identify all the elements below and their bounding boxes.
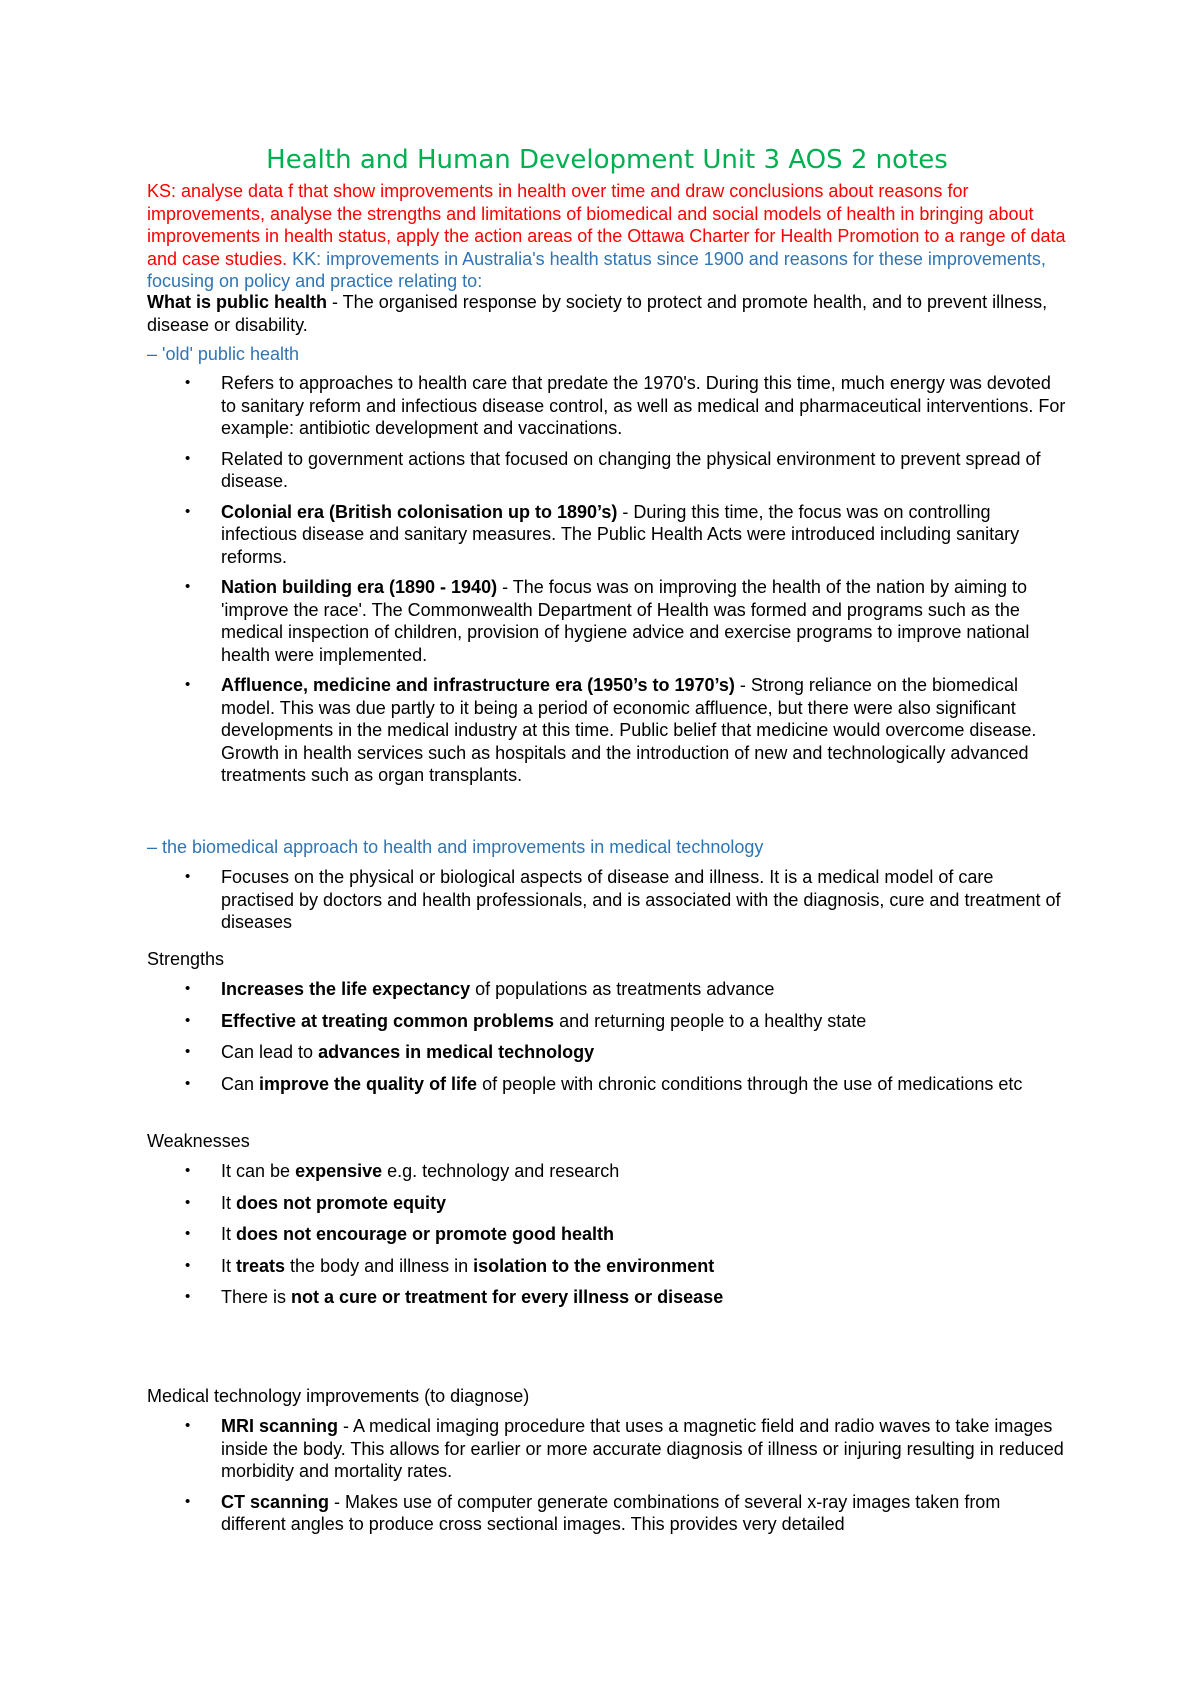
- item-text: Can: [221, 1073, 260, 1094]
- item-bold: expensive: [295, 1161, 383, 1181]
- item-bold: Increases the life expectancy: [221, 979, 471, 999]
- list-item: [147, 978, 1067, 1001]
- list-item: [147, 866, 1067, 934]
- weaknesses-list: [147, 1160, 1067, 1309]
- list-item: [147, 576, 1067, 666]
- strengths-list: [147, 978, 1067, 1095]
- old-public-health-list: [147, 372, 1067, 787]
- item-text: Refers to approaches to health care that predate the 1970's. During this time, much energy was devoted to sanitary reform and infectious disease control, as well as medical and pharmaceutical interventions. For example: antibiotic development and vaccinations.: [221, 373, 1066, 438]
- medical-technology-list: [147, 1415, 1067, 1536]
- bullet-icon: •: [185, 1417, 191, 1434]
- bullet-icon: •: [185, 980, 191, 997]
- list-item: [147, 448, 1067, 493]
- bullet-icon: •: [185, 1288, 191, 1305]
- medical-technology-heading: Medical technology improvements (to diagnose): [147, 1386, 530, 1406]
- bullet-icon: •: [185, 1492, 191, 1510]
- item-text: It: [221, 1192, 237, 1213]
- bullet-icon: •: [185, 676, 191, 693]
- list-item: [147, 1415, 1067, 1483]
- page-title: Health and Human Development Unit 3 AOS 2 notes: [266, 145, 948, 175]
- item-text: - The focus was on improving the health of the nation by aiming to 'improve the race'. The Commonwealth Department of Health was formed and programs such as the medical inspection of children, provision of hygiene advice and exercise programs to improve national health were implemented.: [221, 577, 1030, 665]
- list-item: [147, 372, 1067, 440]
- bullet-icon: •: [185, 1225, 191, 1242]
- item-text: - Makes use of computer generate combinations of several x-ray images taken from different angles to produce cross sectional images. This provides very detailed: [221, 1491, 1001, 1534]
- public-health-term: What is public health: [147, 292, 328, 312]
- item-text: - During this time, the focus was on controlling infectious disease and sanitary measures. The Public Health Acts were introduced including sanitary reforms.: [221, 501, 1020, 567]
- item-bold: CT scanning: [221, 1491, 330, 1512]
- list-item: [147, 1192, 1067, 1215]
- item-bold: does not encourage or promote good health: [236, 1224, 615, 1244]
- key-knowledge-text: KK: improvements in Australia's health status since 1900 and reasons for these improvements, focusing on policy and practice relating to:: [147, 248, 1046, 291]
- list-item: [147, 501, 1067, 569]
- list-item: [147, 1160, 1067, 1183]
- list-item: [147, 1010, 1067, 1033]
- item-bold: MRI scanning: [221, 1416, 339, 1436]
- list-item: [147, 1491, 1067, 1536]
- weaknesses-heading: Weaknesses: [147, 1131, 250, 1151]
- bullet-icon: •: [185, 868, 191, 885]
- bullet-icon: •: [185, 374, 191, 391]
- biomedical-heading: – the biomedical approach to health and improvements in medical technology: [147, 837, 764, 857]
- item-text: It can be: [221, 1161, 296, 1181]
- bullet-icon: •: [185, 449, 191, 467]
- list-item: [147, 674, 1067, 787]
- item-text: Focuses on the physical or biological aspects of disease and illness. It is a medical model of care practised by doctors and health professionals, and is associated with the diagnosis, cure and treatment of diseases: [221, 867, 1061, 932]
- item-text: of people with chronic conditions through the use of medications etc: [477, 1073, 1023, 1094]
- item-text: of populations as treatments advance: [470, 979, 775, 999]
- key-skills-text: KS: analyse data f that show improvements in health over time and draw conclusions about reasons for improvements, analyse the strengths and limitations of biomedical and social models of health in bringing about improvements in health status, apply the action areas of the Ottawa Charter for Health Promotion to a range of data and case studies.: [147, 181, 1066, 269]
- item-bold: Effective at treating common problems: [221, 1010, 555, 1031]
- bullet-icon: •: [185, 1011, 191, 1029]
- item-text: - Strong reliance on the biomedical model. This was due partly to it being a period of economic affluence, but there were also significant developments in the medical industry at this time. Public belief that medicine would overcome disease. Growth in health services such as hospitals and the introduction of new and technologically advanced treatments such as organ transplants.: [221, 675, 1037, 785]
- item-bold: does not promote equity: [236, 1192, 447, 1213]
- bullet-icon: •: [185, 1193, 191, 1211]
- item-text: - A medical imaging procedure that uses a magnetic field and radio waves to take images inside the body. This allows for earlier or more accurate diagnosis of illness or injuring resulting in reduced morbidity and mortality rates.: [221, 1416, 1064, 1481]
- item-bold: Nation building era (1890 - 1940): [221, 577, 498, 597]
- bullet-icon: •: [185, 1074, 191, 1092]
- item-bold: Affluence, medicine and infrastructure era (1950’s to 1970’s): [221, 675, 735, 695]
- list-item: [147, 1255, 1067, 1278]
- intro-paragraph: [147, 180, 1067, 293]
- item-text: Can lead to: [221, 1042, 319, 1062]
- biomedical-list: [147, 866, 1067, 934]
- list-item: [147, 1041, 1067, 1064]
- item-text: It: [221, 1224, 237, 1244]
- list-item: [147, 1223, 1067, 1246]
- item-text: Related to government actions that focused on changing the physical environment to prevent spread of disease.: [221, 448, 1041, 491]
- item-text: and returning people to a healthy state: [554, 1010, 867, 1031]
- public-health-definition: [147, 291, 1067, 336]
- bullet-icon: •: [185, 502, 191, 520]
- item-bold: advances in medical technology: [318, 1042, 595, 1062]
- item-text: the body and illness in: [285, 1255, 474, 1276]
- item-bold: improve the quality of life: [259, 1073, 478, 1094]
- bullet-icon: •: [185, 1162, 191, 1179]
- bullet-icon: •: [185, 578, 191, 595]
- list-item: [147, 1286, 1067, 1309]
- list-item: [147, 1073, 1067, 1096]
- strengths-heading: Strengths: [147, 949, 225, 969]
- item-bold: not a cure or treatment for every illness or disease: [291, 1287, 724, 1307]
- item-text: It: [221, 1255, 237, 1276]
- bullet-icon: •: [185, 1043, 191, 1060]
- item-bold: treats: [236, 1255, 286, 1276]
- bullet-icon: •: [185, 1256, 191, 1274]
- old-public-health-heading: – 'old' public health: [147, 344, 299, 364]
- item-bold: Colonial era (British colonisation up to 1890’s): [221, 501, 618, 522]
- item-text: e.g. technology and research: [382, 1161, 620, 1181]
- item-text: There is: [221, 1287, 292, 1307]
- item-bold: isolation to the environment: [473, 1255, 715, 1276]
- public-health-definition-text: - The organised response by society to protect and promote health, and to prevent illness, disease or disability.: [147, 292, 1048, 335]
